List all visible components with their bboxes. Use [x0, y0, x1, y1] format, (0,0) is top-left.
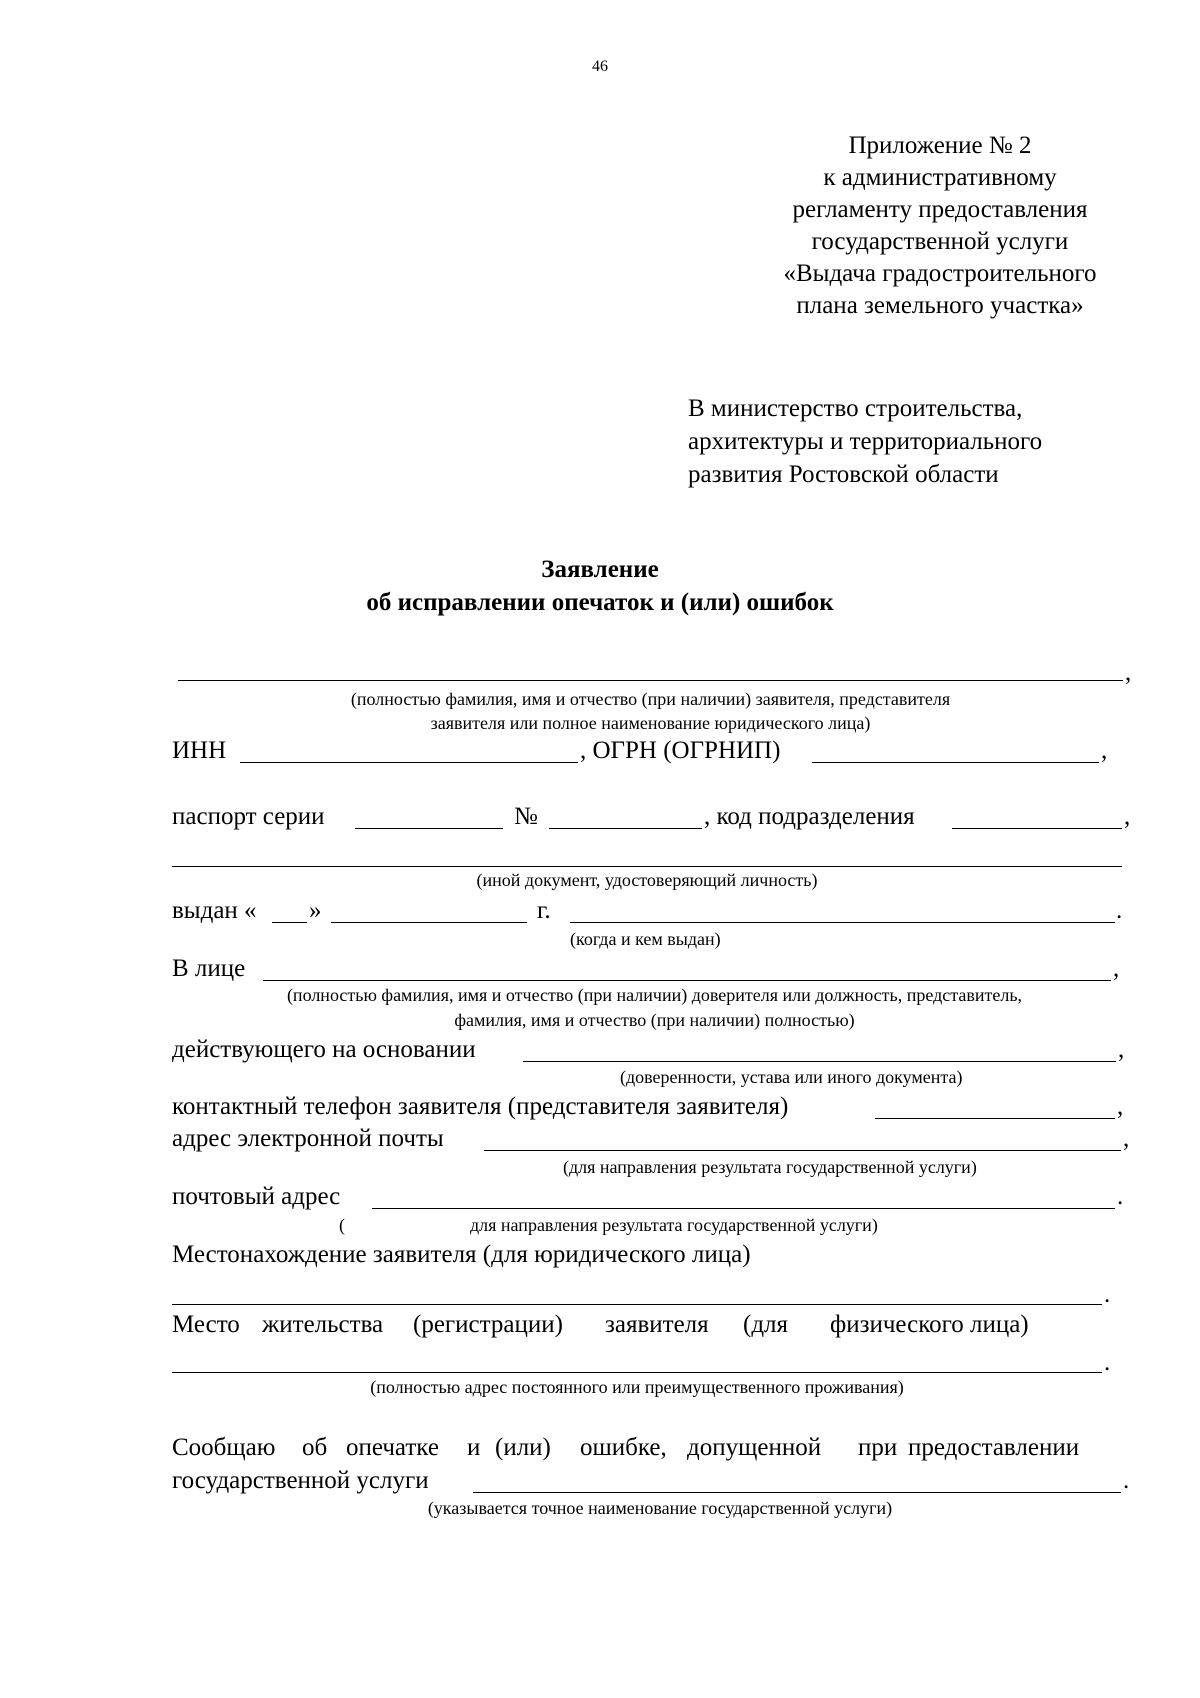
addressee-line: архитектуры и территориального — [688, 428, 1043, 455]
service-name-field[interactable] — [473, 1492, 1121, 1493]
postal-caption-paren: ( — [339, 1215, 345, 1235]
inn-field[interactable] — [240, 762, 578, 763]
location-period: . — [1104, 1281, 1111, 1308]
residence-word: жительства — [262, 1311, 384, 1338]
other-document-caption: (иной документ, удостоверяющий личность) — [476, 870, 818, 890]
applicant-name-field[interactable] — [178, 680, 1123, 681]
residence-field[interactable] — [172, 1372, 1102, 1373]
appendix-line: государственной услуги — [811, 228, 1069, 255]
document-title — [0, 553, 1200, 619]
email-caption: (для направления результата государственной услуги) — [563, 1157, 977, 1177]
ogrn-comma: , — [1101, 737, 1108, 764]
issued-period: . — [1116, 897, 1123, 924]
phone-field[interactable] — [875, 1118, 1115, 1119]
report-word: предоставлении — [908, 1434, 1080, 1461]
report-word: (или) — [495, 1434, 551, 1461]
report-word: об — [302, 1434, 328, 1461]
email-field[interactable] — [484, 1150, 1121, 1151]
appendix-line: Приложение № 2 — [848, 132, 1032, 159]
addressee-block — [688, 392, 1042, 491]
residence-word: физического лица) — [830, 1311, 1029, 1338]
postal-caption: для направления результата государственной услуги) — [470, 1215, 878, 1235]
page-number: 46 — [592, 58, 608, 75]
acting-basis-comma: , — [1118, 1036, 1125, 1063]
division-code-field[interactable] — [952, 828, 1122, 829]
addressee-line: В министерство строительства, — [688, 395, 1023, 422]
issued-quote-close: » — [309, 897, 322, 924]
passport-number-field[interactable] — [549, 828, 702, 829]
report-word: ошибке, — [580, 1434, 667, 1461]
ogrn-field[interactable] — [812, 762, 1099, 763]
postal-period: . — [1117, 1183, 1124, 1210]
residence-word: (для — [743, 1311, 789, 1338]
issued-label: выдан « — [172, 897, 257, 924]
postal-field[interactable] — [372, 1208, 1115, 1209]
report-word: и — [467, 1434, 481, 1461]
email-comma: , — [1123, 1125, 1130, 1152]
report-word: допущенной — [687, 1434, 822, 1461]
applicant-name-comma: , — [1125, 659, 1132, 686]
represented-by-label: В лице — [172, 955, 246, 982]
acting-basis-field[interactable] — [523, 1061, 1116, 1062]
inn-label: ИНН — [172, 737, 227, 764]
issued-year-label: г. — [537, 897, 551, 924]
phone-label: контактный телефон заявителя (представителя заявителя) — [172, 1093, 789, 1120]
appendix-line: «Выдача градостроительного — [783, 260, 1097, 287]
residence-word: Место — [172, 1311, 240, 1338]
division-code-comma: , — [1124, 803, 1131, 830]
issued-by-field[interactable] — [570, 922, 1115, 923]
title-line-1: Заявление — [541, 556, 659, 583]
appendix-line: регламенту предоставления — [792, 196, 1088, 223]
title-line-2: об исправлении опечаток и (или) ошибок — [366, 589, 834, 616]
represented-by-field[interactable] — [263, 980, 1111, 981]
appendix-heading — [745, 130, 1135, 322]
report-word: опечатке — [346, 1434, 439, 1461]
location-field[interactable] — [172, 1304, 1102, 1305]
appendix-line: к административному — [823, 164, 1057, 191]
applicant-caption-1: (полностью фамилия, имя и отчество (при наличии) заявителя, представителя — [350, 689, 951, 709]
represented-caption-2: фамилия, имя и отчество (при наличии) полностью) — [454, 1010, 855, 1030]
residence-period: . — [1104, 1349, 1111, 1376]
residence-caption: (полностью адрес постоянного или преимущественного проживания) — [370, 1377, 904, 1397]
acting-basis-label: действующего на основании — [172, 1036, 476, 1063]
ogrn-label: , ОГРН (ОГРНИП) — [580, 737, 781, 764]
phone-comma: , — [1117, 1093, 1124, 1120]
addressee-line: развития Ростовской области — [688, 461, 999, 488]
residence-word: заявителя — [605, 1311, 709, 1338]
represented-by-comma: , — [1113, 955, 1120, 982]
represented-caption-1: (полностью фамилия, имя и отчество (при наличии) доверителя или должность, представитель, — [286, 985, 1023, 1005]
service-name-period: . — [1123, 1467, 1130, 1494]
applicant-caption-2: заявителя или полное наименование юридического лица) — [430, 713, 871, 733]
report-word: Сообщаю — [172, 1434, 276, 1461]
residence-word: (регистрации) — [413, 1311, 563, 1338]
division-code-label: , код подразделения — [704, 803, 915, 830]
passport-series-field[interactable] — [355, 828, 503, 829]
issued-caption: (когда и кем выдан) — [570, 929, 721, 949]
passport-number-label: № — [514, 803, 538, 830]
issued-day-field[interactable] — [272, 922, 307, 923]
postal-label: почтовый адрес — [172, 1183, 341, 1210]
passport-series-label: паспорт серии — [172, 803, 325, 830]
report-service-label: государственной услуги — [172, 1467, 429, 1494]
other-document-field[interactable] — [172, 866, 1122, 867]
appendix-line: плана земельного участка» — [796, 292, 1084, 319]
service-caption: (указывается точное наименование государственной услуги) — [427, 1498, 893, 1518]
report-word: при — [858, 1434, 898, 1461]
email-label: адрес электронной почты — [172, 1125, 444, 1152]
issued-month-field[interactable] — [331, 922, 527, 923]
location-label: Местонахождение заявителя (для юридического лица) — [172, 1241, 751, 1268]
acting-basis-caption: (доверенности, устава или иного документа) — [620, 1067, 963, 1087]
